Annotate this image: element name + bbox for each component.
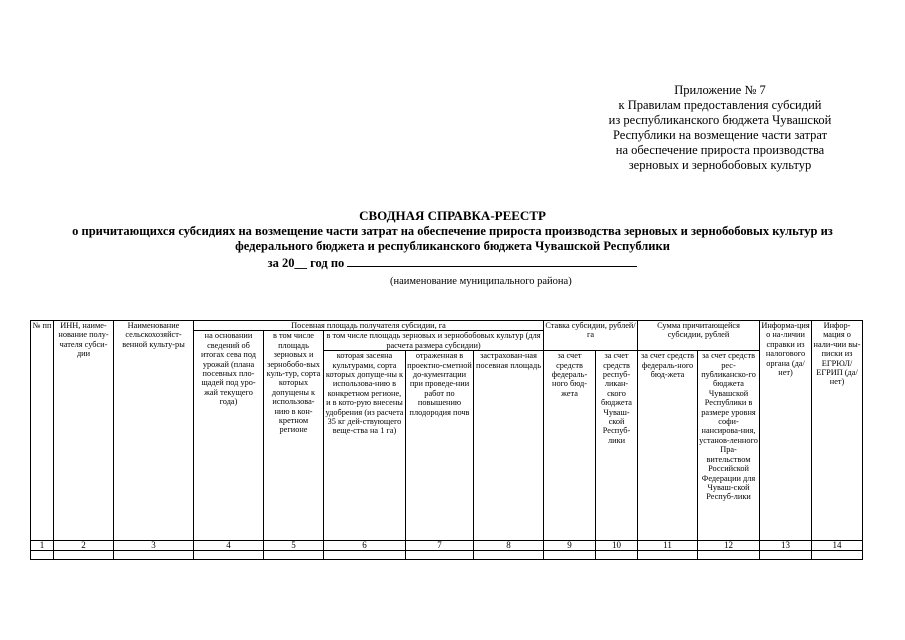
data-cell: [324, 551, 406, 560]
data-cell: [114, 551, 194, 560]
document-title: СВОДНАЯ СПРАВКА-РЕЕСТР: [359, 208, 546, 223]
header-cell: Ставка субсидии, рублей/га: [544, 321, 638, 351]
column-number: 13: [760, 541, 812, 551]
document-subtitle: о причитающихся субсидиях на возмещение части затрат на обеспечение прироста производства зерновых и зернобобовых культур из федерального бюджета и республиканского бюджета Чувашской Республики: [72, 224, 833, 253]
header-cell: за счет средств федераль-ного бюд-жета: [544, 351, 596, 541]
header-cell: Посевная площадь получателя субсидии, га: [194, 321, 544, 331]
title-block: [0, 208, 905, 271]
data-cell: [264, 551, 324, 560]
registry-table: [30, 320, 863, 560]
data-cell: [474, 551, 544, 560]
appendix-note: [560, 83, 880, 173]
column-number-row: [31, 541, 863, 551]
column-number: 11: [638, 541, 698, 551]
data-cell: [638, 551, 698, 560]
column-number: 8: [474, 541, 544, 551]
header-cell: на основании сведений об итогах сева под урожай (плана посевных пло-щадей под уро-жай текущего года): [194, 331, 264, 541]
column-number: 2: [54, 541, 114, 551]
appendix-line: на обеспечение прироста производства: [615, 143, 825, 157]
column-number: 7: [406, 541, 474, 551]
municipality-blank: [347, 254, 637, 267]
header-cell: Сумма причитающейся субсидии, рублей: [638, 321, 760, 351]
header-cell: за счет средств федераль-ного бюд-жета: [638, 351, 698, 541]
period-line: [0, 254, 905, 271]
empty-data-row: [31, 551, 863, 560]
column-number: 10: [596, 541, 638, 551]
appendix-line: к Правилам предоставления субсидий: [618, 98, 822, 112]
header-row: [31, 321, 863, 331]
header-cell: Информа-ция о на-личии справки из налогового органа (да/нет): [760, 321, 812, 541]
data-cell: [812, 551, 863, 560]
data-cell: [406, 551, 474, 560]
header-cell: в том числе площадь зерновых и зернобобо-вых куль-тур, сорта которых допущены к использова-нию в кон-кретном регионе: [264, 331, 324, 541]
column-number: 4: [194, 541, 264, 551]
header-cell: ИНН, наиме-нование полу-чателя субси-дии: [54, 321, 114, 541]
data-cell: [760, 551, 812, 560]
municipality-caption: (наименование муниципального района): [390, 276, 572, 287]
data-cell: [544, 551, 596, 560]
header-cell: Инфор-мация о нали-чии вы-писки из ЕГРЮЛ/ ЕГРИП (да/нет): [812, 321, 863, 541]
period-text: за 20__ год по: [267, 256, 345, 270]
column-number: 1: [31, 541, 54, 551]
header-cell: в том числе площадь зерновых и зернобобовых культур (для расчета размера субсидии): [324, 331, 544, 351]
header-cell: за счет средств респуб-ликан-ского бюджета Чуваш-ской Респуб-лики: [596, 351, 638, 541]
column-number: 12: [698, 541, 760, 551]
column-number: 5: [264, 541, 324, 551]
header-cell: за счет средств рес-публиканско-го бюджета Чувашской Республики в размере уровня софи-нансирова-ния, установ-ленного Пра-вительством Российской Федерации для Чуваш-ской Респуб-лики: [698, 351, 760, 541]
data-cell: [31, 551, 54, 560]
column-number: 14: [812, 541, 863, 551]
header-cell: № пп: [31, 321, 54, 541]
header-cell: Наименование сельскохозяйст-венной культу-ры: [114, 321, 194, 541]
column-number: 9: [544, 541, 596, 551]
column-number: 6: [324, 541, 406, 551]
data-cell: [698, 551, 760, 560]
appendix-line: Приложение № 7: [674, 83, 766, 97]
data-cell: [54, 551, 114, 560]
appendix-line: из республиканского бюджета Чувашской: [608, 113, 832, 127]
header-cell: которая засеяна культурами, сорта которых допуще-ны к использова-нию в конкретном регионе, и в кото-рую внесены удобрения (из расчета 35 кг дей-ствующего веще-ства на 1 га): [324, 351, 406, 541]
header-cell: застрахован-ная посевная площадь: [474, 351, 544, 541]
appendix-line: Республики на возмещение части затрат: [612, 128, 828, 142]
header-cell: отраженная в проектно-сметной до-кументации при проведе-нии работ по повышению плодородия почв: [406, 351, 474, 541]
data-cell: [194, 551, 264, 560]
column-number: 3: [114, 541, 194, 551]
appendix-line: зерновых и зернобобовых культур: [628, 158, 812, 172]
data-cell: [596, 551, 638, 560]
